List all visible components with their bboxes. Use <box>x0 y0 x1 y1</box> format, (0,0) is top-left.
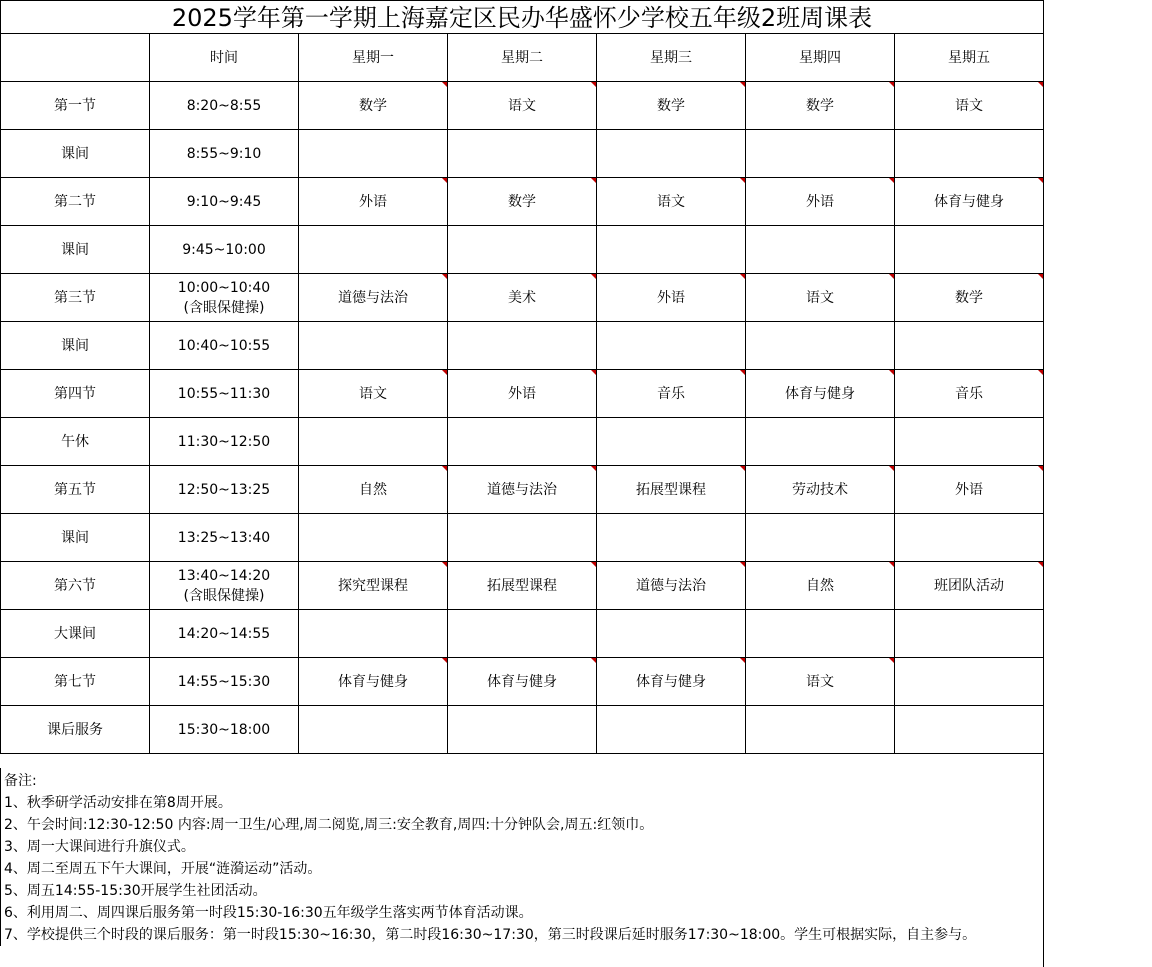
time-range: 10:40~10:55 <box>177 337 271 354</box>
time-note: (含眼保健操) <box>183 299 265 316</box>
class-cell[interactable]: 音乐 <box>597 370 746 418</box>
time-cell[interactable] <box>150 226 299 274</box>
header-day-cell[interactable]: 星期一 <box>299 34 448 82</box>
class-cell[interactable]: 外语 <box>448 370 597 418</box>
class-cell[interactable] <box>299 706 448 754</box>
class-cell[interactable]: 数学 <box>746 82 895 130</box>
class-cell[interactable]: 自然 <box>299 466 448 514</box>
period-cell[interactable]: 课间 <box>1 322 150 370</box>
class-cell[interactable] <box>299 418 448 466</box>
class-cell[interactable]: 拓展型课程 <box>597 466 746 514</box>
class-cell[interactable] <box>299 514 448 562</box>
class-cell[interactable] <box>448 322 597 370</box>
time-cell[interactable] <box>150 370 299 418</box>
time-range: 14:20~14:55 <box>177 625 271 642</box>
class-cell[interactable]: 拓展型课程 <box>448 562 597 610</box>
header-day-cell[interactable]: 星期四 <box>746 34 895 82</box>
class-cell[interactable]: 语文 <box>746 658 895 706</box>
class-cell[interactable] <box>895 226 1044 274</box>
header-day-cell[interactable]: 星期五 <box>895 34 1044 82</box>
class-cell[interactable]: 自然 <box>746 562 895 610</box>
class-cell[interactable] <box>448 418 597 466</box>
time-cell[interactable] <box>150 562 299 610</box>
class-cell[interactable]: 外语 <box>746 178 895 226</box>
class-cell[interactable] <box>448 706 597 754</box>
class-cell[interactable]: 数学 <box>597 82 746 130</box>
class-cell[interactable]: 体育与健身 <box>597 658 746 706</box>
time-range: 10:00~10:40 <box>177 279 271 296</box>
class-cell[interactable] <box>597 706 746 754</box>
time-cell[interactable] <box>150 514 299 562</box>
class-cell[interactable] <box>299 226 448 274</box>
time-range: 9:10~9:45 <box>186 193 262 210</box>
class-cell[interactable] <box>895 706 1044 754</box>
time-range: 8:20~8:55 <box>186 97 262 114</box>
schedule-row <box>1 322 1044 370</box>
class-cell[interactable] <box>597 322 746 370</box>
schedule-row <box>1 130 1044 178</box>
class-cell[interactable] <box>746 130 895 178</box>
class-cell[interactable]: 探究型课程 <box>299 562 448 610</box>
header-day-cell[interactable]: 星期三 <box>597 34 746 82</box>
class-cell[interactable]: 外语 <box>597 274 746 322</box>
class-cell[interactable] <box>895 322 1044 370</box>
time-range: 13:25~13:40 <box>177 529 271 546</box>
header-row <box>1 34 1044 82</box>
period-cell[interactable]: 课间 <box>1 226 150 274</box>
time-cell[interactable] <box>150 82 299 130</box>
period-cell[interactable]: 第七节 <box>1 658 150 706</box>
period-cell[interactable]: 课间 <box>1 514 150 562</box>
notes-heading: 备注: <box>4 773 37 789</box>
class-cell[interactable]: 外语 <box>299 178 448 226</box>
class-cell[interactable]: 道德与法治 <box>448 466 597 514</box>
period-cell[interactable]: 午休 <box>1 418 150 466</box>
schedule-row <box>1 82 1044 130</box>
class-cell[interactable] <box>597 226 746 274</box>
sheet-title: 2025学年第一学期上海嘉定区民办华盛怀少学校五年级2班周课表 <box>0 0 1043 33</box>
class-cell[interactable] <box>597 514 746 562</box>
note-item: 1、秋季研学活动安排在第8周开展。 <box>4 795 232 811</box>
class-cell[interactable] <box>746 706 895 754</box>
time-cell[interactable] <box>150 274 299 322</box>
schedule-row <box>1 706 1044 754</box>
class-cell[interactable]: 体育与健身 <box>299 658 448 706</box>
period-cell[interactable]: 课间 <box>1 130 150 178</box>
time-cell[interactable] <box>150 610 299 658</box>
class-cell[interactable] <box>746 610 895 658</box>
class-cell[interactable] <box>299 322 448 370</box>
class-cell[interactable]: 语文 <box>895 82 1044 130</box>
time-cell[interactable] <box>150 130 299 178</box>
period-cell[interactable]: 第三节 <box>1 274 150 322</box>
class-cell[interactable] <box>597 610 746 658</box>
class-cell[interactable]: 数学 <box>448 178 597 226</box>
schedule-row <box>1 562 1044 610</box>
time-range: 15:30~18:00 <box>177 721 271 738</box>
class-cell[interactable]: 道德与法治 <box>597 562 746 610</box>
time-cell[interactable] <box>150 178 299 226</box>
class-cell[interactable]: 音乐 <box>895 370 1044 418</box>
time-range: 14:55~15:30 <box>177 673 271 690</box>
period-cell[interactable]: 大课间 <box>1 610 150 658</box>
class-cell[interactable] <box>895 418 1044 466</box>
header-time-cell[interactable]: 时间 <box>150 34 299 82</box>
class-cell[interactable]: 劳动技术 <box>746 466 895 514</box>
note-item: 6、利用周二、周四课后服务第一时段15:30-16:30五年级学生落实两节体育活动课。 <box>4 905 533 921</box>
schedule-row <box>1 610 1044 658</box>
class-cell[interactable] <box>746 418 895 466</box>
schedule-row <box>1 178 1044 226</box>
class-cell[interactable]: 数学 <box>895 274 1044 322</box>
class-cell[interactable]: 体育与健身 <box>448 658 597 706</box>
class-cell[interactable]: 语文 <box>597 178 746 226</box>
class-cell[interactable] <box>448 226 597 274</box>
class-cell[interactable] <box>895 658 1044 706</box>
schedule-row <box>1 658 1044 706</box>
period-cell[interactable]: 第一节 <box>1 82 150 130</box>
class-cell[interactable]: 道德与法治 <box>299 274 448 322</box>
schedule-table <box>0 33 1044 754</box>
class-cell[interactable] <box>448 610 597 658</box>
class-cell[interactable]: 语文 <box>746 274 895 322</box>
time-cell[interactable] <box>150 658 299 706</box>
header-day-cell[interactable]: 星期二 <box>448 34 597 82</box>
class-cell[interactable] <box>895 514 1044 562</box>
header-period-cell[interactable] <box>1 34 150 82</box>
class-cell[interactable] <box>746 514 895 562</box>
class-cell[interactable]: 体育与健身 <box>895 178 1044 226</box>
class-cell[interactable] <box>448 130 597 178</box>
class-cell[interactable] <box>746 226 895 274</box>
time-note: (含眼保健操) <box>183 587 265 604</box>
period-cell[interactable]: 课后服务 <box>1 706 150 754</box>
time-range: 11:30~12:50 <box>177 433 271 450</box>
period-cell[interactable]: 第五节 <box>1 466 150 514</box>
class-cell[interactable]: 外语 <box>895 466 1044 514</box>
note-item: 7、学校提供三个时段的课后服务：第一时段15:30~16:30，第二时段16:30~17:30，第三时段课后延时服务17:30~18:00。学生可根据实际，自主参与。 <box>4 927 977 943</box>
schedule-row <box>1 274 1044 322</box>
schedule-row <box>1 370 1044 418</box>
class-cell[interactable]: 数学 <box>299 82 448 130</box>
class-cell[interactable] <box>895 130 1044 178</box>
time-cell[interactable] <box>150 706 299 754</box>
class-cell[interactable] <box>597 418 746 466</box>
time-range: 10:55~11:30 <box>177 385 271 402</box>
class-cell[interactable] <box>299 610 448 658</box>
time-cell[interactable] <box>150 418 299 466</box>
class-cell[interactable] <box>895 610 1044 658</box>
class-cell[interactable] <box>597 130 746 178</box>
class-cell[interactable] <box>448 514 597 562</box>
time-range: 8:55~9:10 <box>186 145 262 162</box>
period-cell[interactable]: 第六节 <box>1 562 150 610</box>
note-item: 2、午会时间:12:30-12:50 内容:周一卫生/心理,周二阅览,周三:安全教育,周四:十分钟队会,周五:红领巾。 <box>4 817 654 833</box>
time-cell[interactable] <box>150 466 299 514</box>
period-cell[interactable]: 第四节 <box>1 370 150 418</box>
class-cell[interactable]: 语文 <box>448 82 597 130</box>
note-item: 4、周二至周五下午大课间，开展“涟漪运动”活动。 <box>4 861 322 877</box>
class-cell[interactable] <box>299 130 448 178</box>
class-cell[interactable]: 美术 <box>448 274 597 322</box>
note-item: 5、周五14:55-15:30开展学生社团活动。 <box>4 883 267 899</box>
schedule-row <box>1 418 1044 466</box>
class-cell[interactable]: 语文 <box>299 370 448 418</box>
time-range: 9:45~10:00 <box>182 241 266 258</box>
time-cell[interactable] <box>150 322 299 370</box>
schedule-row <box>1 226 1044 274</box>
note-item: 3、周一大课间进行升旗仪式。 <box>4 839 195 855</box>
schedule-row <box>1 514 1044 562</box>
time-range: 13:40~14:20 <box>177 567 271 584</box>
notes-section <box>0 768 1043 946</box>
class-cell[interactable] <box>746 322 895 370</box>
class-cell[interactable]: 班团队活动 <box>895 562 1044 610</box>
time-range: 12:50~13:25 <box>177 481 271 498</box>
class-cell[interactable]: 体育与健身 <box>746 370 895 418</box>
schedule-row <box>1 466 1044 514</box>
period-cell[interactable]: 第二节 <box>1 178 150 226</box>
